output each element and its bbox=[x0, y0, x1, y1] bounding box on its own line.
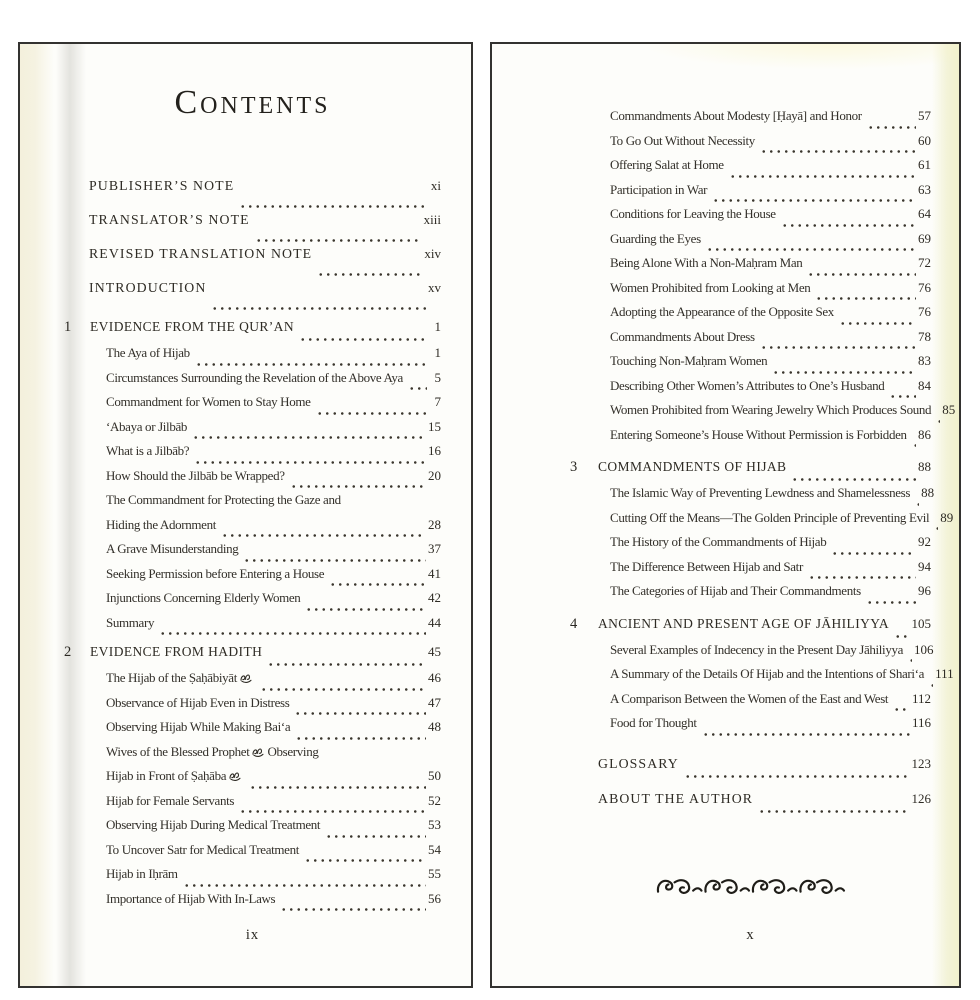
entry-title: REVISED TRANSLATION NOTE bbox=[89, 246, 313, 261]
entry-title: To Uncover Satr for Medical Treatment bbox=[106, 841, 300, 857]
honorific-icon bbox=[252, 747, 264, 757]
dot-leader bbox=[221, 517, 426, 542]
toc-entry bbox=[570, 666, 954, 691]
chapter-number: 4 bbox=[570, 615, 578, 632]
dot-leader bbox=[195, 345, 427, 370]
toc-entry bbox=[64, 345, 441, 370]
page-number: 5 bbox=[434, 369, 441, 385]
dot-leader bbox=[239, 178, 427, 212]
toc-entry bbox=[570, 304, 931, 329]
entry-title: Food for Thought bbox=[610, 715, 697, 730]
entry-title: Women Prohibited from Looking at Men bbox=[610, 279, 811, 295]
toc-entry bbox=[64, 419, 441, 444]
entry-title: Hijab in Iḥrām bbox=[106, 866, 178, 881]
dot-leader bbox=[760, 329, 916, 354]
entry-title: EVIDENCE FROM HADITH bbox=[90, 644, 263, 659]
page-number: 61 bbox=[918, 157, 931, 172]
entry-title: Injunctions Concerning Elderly Women bbox=[106, 590, 301, 605]
toc-entry bbox=[64, 566, 441, 591]
dot-leader bbox=[772, 353, 916, 378]
entry-title: Entering Someone’s House Without Permission is Forbidden bbox=[610, 426, 907, 442]
entry-title: Hiding the Adornment bbox=[106, 516, 216, 532]
dot-leader bbox=[267, 644, 426, 670]
toc-entry bbox=[570, 509, 954, 535]
entry-title: Seeking Permission before Entering a House bbox=[106, 565, 325, 581]
dot-leader bbox=[866, 583, 916, 608]
toc-entry bbox=[64, 744, 441, 769]
toc-entry bbox=[64, 866, 441, 891]
dot-leader bbox=[684, 756, 910, 782]
entry-title: Describing Other Women’s Attributes to One’s Husband bbox=[610, 377, 885, 393]
toc-entry bbox=[64, 370, 441, 395]
toc-entry bbox=[570, 353, 931, 378]
entry-title: Wives of the Blessed Prophet bbox=[106, 743, 250, 759]
page-number: 55 bbox=[428, 866, 441, 881]
toc-entry bbox=[64, 394, 441, 419]
toc-entry bbox=[64, 590, 441, 615]
toc-entry bbox=[570, 402, 956, 427]
dot-leader bbox=[894, 616, 909, 642]
page-number: 53 bbox=[428, 817, 441, 832]
toc-entry bbox=[570, 534, 931, 559]
dot-leader bbox=[934, 510, 938, 535]
page-number: 76 bbox=[918, 304, 931, 319]
entry-title: GLOSSARY bbox=[598, 755, 679, 771]
toc-section-entry bbox=[570, 756, 931, 782]
entry-title: Being Alone With a Non-Maḥram Man bbox=[610, 255, 803, 270]
page-number: 123 bbox=[911, 755, 931, 771]
page-number: 96 bbox=[918, 583, 931, 598]
folio-right: x bbox=[746, 927, 755, 943]
entry-title: Guarding the Eyes bbox=[610, 230, 701, 246]
toc-chapter-entry bbox=[64, 644, 441, 670]
entry-title: Circumstances Surrounding the Revelation of the Above Aya bbox=[106, 369, 403, 385]
toc-section-entry bbox=[570, 791, 931, 817]
right-page bbox=[490, 42, 961, 988]
entry-title: Importance of Hijab With In-Laws bbox=[106, 890, 276, 906]
dot-leader bbox=[295, 719, 426, 744]
toc-right-column bbox=[570, 108, 956, 817]
toc-chapter-entry bbox=[570, 459, 931, 485]
toc-entry bbox=[64, 891, 441, 916]
dot-leader bbox=[815, 280, 916, 305]
entry-title: Summary bbox=[106, 614, 155, 630]
dot-leader bbox=[936, 402, 940, 427]
page-number: 126 bbox=[911, 790, 931, 806]
toc-entry bbox=[64, 468, 441, 493]
dot-leader bbox=[758, 791, 909, 817]
entry-title: Observing Hijab During Medical Treatment bbox=[106, 817, 321, 832]
page-number: 1 bbox=[434, 319, 441, 334]
entry-title: To Go Out Without Necessity bbox=[610, 132, 755, 148]
entry-title: Cutting Off the Means—The Golden Principle of Preventing Evil bbox=[610, 509, 930, 525]
toc-entry bbox=[64, 443, 441, 468]
toc-entry bbox=[64, 719, 441, 744]
entry-title-continued: Observing bbox=[267, 743, 319, 759]
page-number: 54 bbox=[428, 841, 441, 857]
toc-entry bbox=[64, 817, 441, 842]
entry-title: The Islamic Way of Preventing Lewdness and Shamelessness bbox=[610, 485, 911, 500]
entry-title: Women Prohibited from Wearing Jewelry Which Produces Sound bbox=[610, 402, 932, 417]
dot-leader bbox=[316, 394, 427, 419]
folio-left: ix bbox=[245, 927, 260, 943]
toc-chapter-entry bbox=[64, 319, 441, 345]
page-number: 16 bbox=[428, 443, 441, 458]
page-number: 88 bbox=[921, 485, 935, 500]
page-number: 42 bbox=[428, 590, 441, 605]
page-number: 89 bbox=[940, 509, 954, 525]
dot-leader bbox=[294, 695, 426, 720]
page-number: 106 bbox=[914, 641, 934, 657]
honorific-icon bbox=[229, 771, 241, 781]
dot-leader bbox=[239, 793, 426, 818]
chapter-number: 1 bbox=[64, 319, 72, 335]
entry-title: Observing Hijab While Making Bai‘a bbox=[106, 719, 291, 734]
entry-title: Touching Non-Maḥram Women bbox=[610, 353, 768, 368]
dot-leader bbox=[702, 715, 910, 740]
entry-title: The History of the Commandments of Hijab bbox=[610, 534, 827, 549]
dot-leader bbox=[889, 378, 916, 403]
honorific-icon bbox=[240, 673, 252, 683]
page-number: 105 bbox=[911, 615, 931, 631]
page-number: 72 bbox=[918, 255, 931, 270]
page-number: 94 bbox=[918, 558, 931, 574]
toc-section-entry bbox=[64, 212, 441, 246]
entry-title: Hijab in Front of Ṣaḥāba bbox=[106, 768, 227, 783]
dot-leader bbox=[893, 691, 910, 716]
page-number: 92 bbox=[918, 534, 931, 549]
entry-title: TRANSLATOR’S NOTE bbox=[89, 212, 250, 227]
dot-leader bbox=[183, 866, 426, 891]
entry-title: PUBLISHER’S NOTE bbox=[89, 178, 235, 193]
entry-title: EVIDENCE FROM THE QUR’AN bbox=[90, 319, 294, 334]
entry-title: A Grave Misunderstanding bbox=[106, 541, 239, 556]
entry-title: The Aya of Hijab bbox=[106, 345, 190, 360]
entry-title: Hijab for Female Servants bbox=[106, 792, 235, 808]
page-number: 57 bbox=[918, 108, 931, 123]
dot-leader bbox=[781, 206, 916, 231]
toc-entry bbox=[64, 695, 441, 720]
dot-leader bbox=[290, 468, 426, 493]
entry-title: The Commandment for Protecting the Gaze and bbox=[106, 492, 341, 507]
toc-entry bbox=[64, 842, 441, 867]
dot-leader bbox=[408, 370, 427, 395]
dot-leader bbox=[317, 246, 422, 280]
page-number: 84 bbox=[918, 377, 931, 393]
page-number: 88 bbox=[918, 459, 931, 474]
page-number: 47 bbox=[428, 694, 441, 710]
toc-entry bbox=[64, 492, 441, 517]
page-number: 45 bbox=[428, 644, 441, 659]
toc-entry bbox=[570, 157, 931, 182]
dot-leader bbox=[243, 541, 426, 566]
dot-leader bbox=[760, 133, 916, 158]
dot-leader bbox=[915, 485, 919, 510]
page-number: 78 bbox=[918, 328, 931, 344]
toc-entry bbox=[570, 255, 931, 280]
entry-title: ANCIENT AND PRESENT AGE OF JĀHILIYYA bbox=[598, 615, 890, 631]
dot-leader bbox=[831, 534, 916, 559]
page-number: 76 bbox=[918, 279, 931, 295]
page-number: 37 bbox=[428, 541, 441, 556]
dot-leader bbox=[280, 891, 426, 916]
dot-leader bbox=[807, 255, 916, 280]
entry-title: ‘Abaya or Jilbāb bbox=[106, 418, 188, 434]
page-number: 112 bbox=[911, 690, 931, 706]
toc-entry bbox=[570, 691, 931, 716]
toc-entry bbox=[570, 182, 931, 207]
dot-leader bbox=[329, 566, 426, 591]
page-number: 86 bbox=[918, 426, 931, 442]
left-page bbox=[18, 42, 473, 988]
dot-leader bbox=[791, 459, 916, 485]
entry-title: Observance of Hijab Even in Distress bbox=[106, 694, 290, 710]
toc-entry bbox=[570, 329, 931, 354]
entry-title: Several Examples of Indecency in the Present Day Jāhiliyya bbox=[610, 641, 904, 657]
toc-entry bbox=[64, 670, 441, 695]
page-number: 64 bbox=[918, 206, 931, 221]
page-number: 48 bbox=[428, 719, 441, 734]
page-number: 46 bbox=[428, 670, 441, 685]
dot-leader bbox=[159, 615, 426, 640]
toc-entry bbox=[64, 793, 441, 818]
toc-left-column bbox=[64, 178, 441, 915]
dot-leader bbox=[249, 768, 426, 793]
dot-leader bbox=[299, 319, 427, 345]
dot-leader bbox=[839, 304, 916, 329]
dot-leader bbox=[211, 280, 426, 314]
chapter-number: 3 bbox=[570, 459, 578, 475]
entry-title: ABOUT THE AUTHOR bbox=[598, 790, 754, 806]
dot-leader bbox=[808, 559, 916, 584]
toc-entry bbox=[64, 517, 441, 542]
entry-title: COMMANDMENTS OF HIJAB bbox=[598, 459, 787, 474]
page-number: xv bbox=[428, 280, 441, 295]
toc-section-entry bbox=[64, 178, 441, 212]
entry-title: What is a Jilbāb? bbox=[106, 443, 190, 458]
page-number: 7 bbox=[434, 394, 441, 409]
toc-chapter-entry bbox=[570, 616, 931, 642]
page-number: 50 bbox=[428, 768, 441, 783]
toc-entry bbox=[570, 108, 931, 133]
toc-entry bbox=[570, 641, 934, 667]
entry-title: The Categories of Hijab and Their Commandments bbox=[610, 583, 861, 598]
page-number: 20 bbox=[428, 467, 441, 483]
toc-entry bbox=[570, 427, 931, 452]
page-number: 83 bbox=[918, 353, 931, 368]
dot-leader bbox=[929, 666, 933, 691]
page-number: 85 bbox=[942, 402, 956, 417]
dot-leader bbox=[712, 182, 916, 207]
toc-section-entry bbox=[64, 280, 441, 314]
dot-leader bbox=[729, 157, 916, 182]
entry-title: A Summary of the Details Of Hijab and the Intentions of Shari‘a bbox=[610, 666, 925, 681]
page-number: 41 bbox=[428, 565, 441, 581]
entry-title: Conditions for Leaving the House bbox=[610, 206, 776, 221]
page-number: 60 bbox=[918, 132, 931, 148]
dot-leader bbox=[325, 817, 426, 842]
page-number: 44 bbox=[428, 614, 441, 630]
toc-entry bbox=[570, 715, 931, 740]
page-number: 15 bbox=[428, 418, 441, 434]
chapter-number: 2 bbox=[64, 644, 72, 660]
entry-title: A Comparison Between the Women of the East and West bbox=[610, 690, 889, 706]
toc-entry bbox=[64, 615, 441, 640]
right-page-content bbox=[570, 108, 956, 817]
toc-entry bbox=[570, 378, 931, 403]
dot-leader bbox=[706, 231, 916, 256]
entry-title: How Should the Jilbāb be Wrapped? bbox=[106, 467, 285, 483]
toc-entry bbox=[570, 133, 931, 158]
left-page-content bbox=[64, 44, 441, 915]
page-number: 28 bbox=[428, 516, 441, 532]
entry-title: The Hijab of the Ṣaḥābiyāt bbox=[106, 670, 237, 685]
floral-scroll-ornament-icon bbox=[570, 876, 931, 897]
dot-leader bbox=[305, 590, 426, 615]
entry-title: Commandments About Dress bbox=[610, 328, 755, 344]
page-number: xiv bbox=[424, 246, 441, 261]
entry-title: Commandments About Modesty [Ḥayā] and Honor bbox=[610, 108, 862, 123]
page-number: 52 bbox=[428, 792, 441, 808]
entry-title: Commandment for Women to Stay Home bbox=[106, 394, 311, 409]
page-number: 1 bbox=[434, 345, 441, 360]
toc-section-entry bbox=[64, 246, 441, 280]
page-number: 116 bbox=[911, 715, 931, 730]
entry-title: INTRODUCTION bbox=[89, 280, 207, 295]
entry-title: Participation in War bbox=[610, 181, 708, 197]
dot-leader bbox=[194, 443, 426, 468]
toc-entry bbox=[64, 768, 441, 793]
toc-entry bbox=[570, 280, 931, 305]
dot-leader bbox=[255, 212, 422, 246]
page-number: 56 bbox=[428, 890, 441, 906]
dot-leader bbox=[867, 108, 916, 133]
dot-leader bbox=[908, 642, 912, 667]
page-number: xi bbox=[430, 178, 441, 193]
toc-entry bbox=[570, 583, 931, 608]
dot-leader bbox=[192, 419, 426, 444]
entry-title: Offering Salat at Home bbox=[610, 157, 724, 172]
page-number: xiii bbox=[423, 212, 441, 227]
page-number: 63 bbox=[918, 181, 931, 197]
page-title: Contents bbox=[174, 84, 331, 121]
toc-entry bbox=[570, 485, 935, 510]
dot-leader bbox=[912, 427, 916, 452]
dot-leader bbox=[260, 670, 426, 695]
entry-title: The Difference Between Hijab and Satr bbox=[610, 558, 803, 574]
dot-leader bbox=[304, 842, 426, 867]
toc-entry bbox=[64, 541, 441, 566]
toc-entry bbox=[570, 231, 931, 256]
toc-entry bbox=[570, 206, 931, 231]
entry-title: Adopting the Appearance of the Opposite Sex bbox=[610, 304, 834, 319]
page-number: 69 bbox=[918, 230, 931, 246]
page-number: 111 bbox=[935, 666, 954, 681]
toc-entry bbox=[570, 559, 931, 584]
